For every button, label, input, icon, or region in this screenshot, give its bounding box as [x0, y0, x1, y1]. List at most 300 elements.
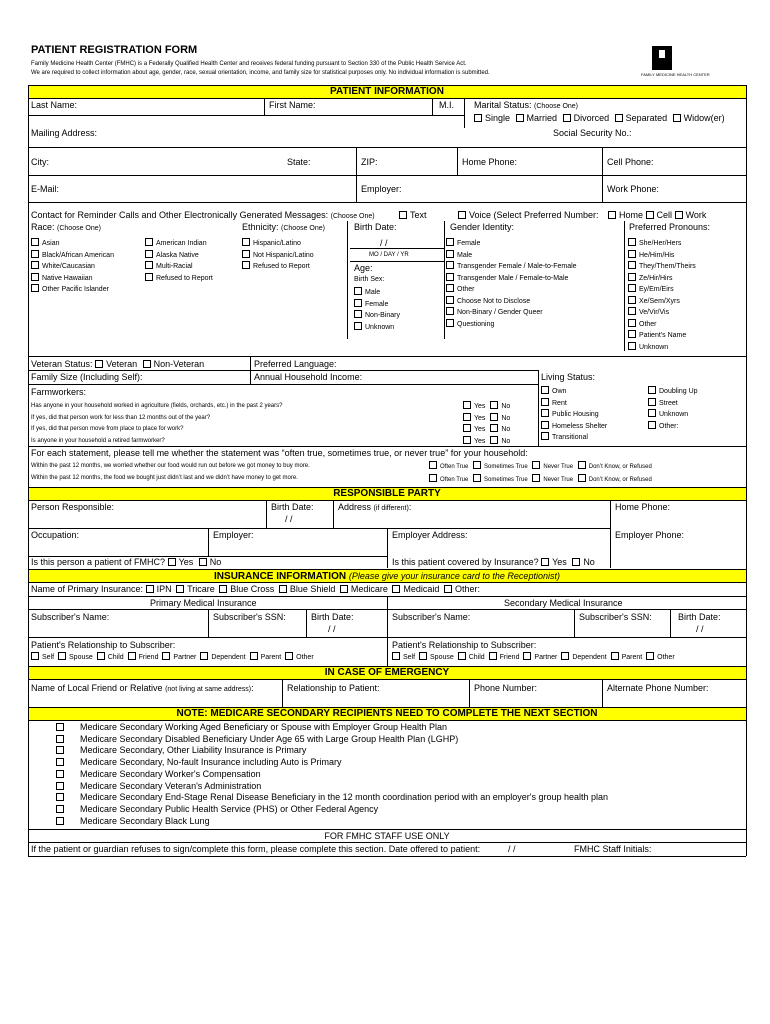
farm-question-1: Has anyone in your household worked in agriculture (fields, orchards, etc.) in the past 2 years?: [31, 403, 283, 409]
checkbox-icon: [490, 401, 498, 409]
p-rel-self[interactable]: Self: [31, 654, 54, 661]
ethnicity-not-hispanic[interactable]: Not Hispanic/Latino: [242, 250, 314, 262]
checkbox-icon: [446, 296, 454, 304]
checkbox-icon: [541, 558, 549, 566]
race-black[interactable]: Black/African American: [31, 250, 114, 262]
checkbox-icon: [56, 817, 64, 825]
race-refused[interactable]: Refused to Report: [145, 273, 213, 285]
checkbox-icon: [56, 735, 64, 743]
checkbox-icon: [56, 746, 64, 754]
checkbox-icon: [490, 413, 498, 421]
zip-label[interactable]: ZIP:: [361, 157, 378, 167]
gender-male[interactable]: Male: [446, 250, 577, 262]
birth-date-slashes: / /: [380, 238, 388, 248]
checkbox-icon: [628, 238, 636, 246]
medicare-item-1[interactable]: Medicare Secondary Working Aged Beneficiary or Spouse with Employer Group Health Plan: [56, 722, 608, 734]
employer-phone-label[interactable]: Employer Phone:: [615, 530, 685, 540]
farm-no-2[interactable]: No: [487, 415, 510, 422]
emergency-header: IN CASE OF EMERGENCY: [28, 666, 746, 680]
gender-other[interactable]: Other: [446, 284, 577, 296]
medicare-item-8[interactable]: Medicare Secondary Public Health Service (PHS) or Other Federal Agency: [56, 804, 608, 816]
emergency-phone-label[interactable]: Phone Number:: [474, 683, 538, 693]
primary-insurance-types: Name of Primary Insurance: IPN Tricare Blue Cross Blue Shield Medicare Medicaid Other:: [31, 584, 480, 594]
p-rel-parent[interactable]: Parent: [248, 654, 282, 661]
ins-medicare[interactable]: Medicare: [338, 584, 388, 594]
checkbox-icon: [56, 758, 64, 766]
checkbox-icon: [145, 250, 153, 258]
checkbox-icon: [242, 261, 250, 269]
checkbox-icon: [648, 398, 656, 406]
household-income-label[interactable]: Annual Household Income:: [254, 372, 363, 382]
food-1-often[interactable]: Often True: [429, 464, 468, 470]
marital-single[interactable]: Single: [474, 113, 510, 123]
intro-line-2: We are required to collect information about age, gender, race, sexual orientation, income, and family size for statistical purposes only. No individual information is submitted.: [31, 70, 490, 76]
mailing-address-label[interactable]: Mailing Address:: [31, 128, 98, 138]
food-questions: [31, 461, 310, 484]
s-rel-self[interactable]: Self: [392, 654, 415, 661]
checkbox-icon: [541, 432, 549, 440]
checkbox-icon: [354, 310, 362, 318]
farm-no-1[interactable]: No: [487, 403, 510, 410]
checkbox-icon: [611, 652, 619, 660]
s-rel-friend[interactable]: Friend: [487, 654, 520, 661]
checkbox-icon: [446, 273, 454, 281]
food-2-refused[interactable]: Don’t Know, or Refused: [575, 477, 652, 483]
checkbox-icon: [458, 211, 466, 219]
race-multi-racial[interactable]: Multi-Racial: [145, 261, 213, 273]
checkbox-icon: [143, 360, 151, 368]
race-asian[interactable]: Asian: [31, 238, 114, 250]
gender-label: Gender Identity:: [450, 222, 515, 232]
primary-subscriber-name[interactable]: Subscriber's Name:: [31, 612, 110, 622]
living-status-label: Living Status:: [541, 372, 596, 382]
food-2-often[interactable]: Often True: [429, 477, 468, 483]
checkbox-icon: [489, 652, 497, 660]
medicare-item-4[interactable]: Medicare Secondary, No-fault Insurance including Auto is Primary: [56, 757, 608, 769]
checkbox-icon: [56, 793, 64, 801]
cell-phone-label[interactable]: Cell Phone:: [607, 157, 654, 167]
checkbox-icon: [541, 409, 549, 417]
race-white[interactable]: White/Caucasian: [31, 261, 114, 273]
checkbox-icon: [628, 319, 636, 327]
p-rel-spouse[interactable]: Spouse: [56, 654, 93, 661]
secondary-subscriber-ssn[interactable]: Subscriber's SSN:: [579, 612, 652, 622]
checkbox-icon: [219, 585, 227, 593]
checkbox-icon: [615, 114, 623, 122]
checkbox-icon: [95, 360, 103, 368]
p-rel-child[interactable]: Child: [95, 654, 124, 661]
checkbox-icon: [392, 585, 400, 593]
insurance-header: INSURANCE INFORMATION (Please give your insurance card to the Receptionist): [28, 569, 746, 583]
rp-birth-date-label[interactable]: Birth Date:: [271, 502, 314, 512]
checkbox-icon: [463, 424, 471, 432]
sex-female[interactable]: Female: [354, 299, 400, 311]
s-rel-other[interactable]: Other: [644, 654, 675, 661]
pronoun-xe[interactable]: Xe/Sem/Xyrs: [628, 296, 696, 308]
food-answers: [429, 461, 652, 486]
living-public-housing[interactable]: Public Housing: [541, 409, 607, 421]
checkbox-icon: [446, 307, 454, 315]
contact-number-options: [608, 210, 706, 221]
gender-questioning[interactable]: Questioning: [446, 319, 577, 331]
ethnicity-hispanic[interactable]: Hispanic/Latino: [242, 238, 314, 250]
medicare-item-2[interactable]: Medicare Secondary Disabled Beneficiary Under Age 65 with Large Group Health Plan (LGHP): [56, 734, 608, 746]
ins-other[interactable]: Other:: [442, 584, 480, 594]
marital-separated[interactable]: Separated: [612, 113, 668, 123]
checkbox-icon: [242, 250, 250, 258]
checkbox-icon: [97, 652, 105, 660]
checkbox-icon: [446, 250, 454, 258]
ins-blue-shield[interactable]: Blue Shield: [277, 584, 336, 594]
living-own[interactable]: Own: [541, 386, 607, 398]
rp-home-phone-label[interactable]: Home Phone:: [615, 502, 671, 512]
ethnicity-refused[interactable]: Refused to Report: [242, 261, 314, 273]
living-other[interactable]: Other:: [648, 421, 698, 433]
pronoun-she[interactable]: She/Her/Hers: [628, 238, 696, 250]
pronouns-label: Preferred Pronouns:: [629, 222, 711, 232]
checkbox-icon: [561, 652, 569, 660]
p-rel-dependent[interactable]: Dependent: [198, 654, 245, 661]
checkbox-icon: [31, 261, 39, 269]
intro-line-1: Family Medicine Health Center (FMHC) is a Federally Qualified Health Center and receives federal funding pursuant to Section 330 of the Public Health Service Act.: [31, 61, 467, 67]
checkbox-icon: [473, 474, 481, 482]
food-1-never[interactable]: Never True: [529, 464, 573, 470]
p-rel-partner[interactable]: Partner: [160, 654, 196, 661]
checkbox-icon: [392, 652, 400, 660]
living-rent[interactable]: Rent: [541, 398, 607, 410]
checkbox-icon: [444, 585, 452, 593]
work-phone-label[interactable]: Work Phone:: [607, 184, 659, 194]
checkbox-icon: [532, 461, 540, 469]
checkbox-icon: [446, 284, 454, 292]
primary-subscriber-ssn[interactable]: Subscriber's SSN:: [213, 612, 286, 622]
checkbox-icon: [463, 436, 471, 444]
checkbox-icon: [563, 114, 571, 122]
occupation-label[interactable]: Occupation:: [31, 530, 80, 540]
date-format: MO / DAY / YR: [369, 252, 409, 258]
pronoun-options: [628, 238, 696, 353]
checkbox-icon: [463, 401, 471, 409]
checkbox-icon: [628, 342, 636, 350]
home-phone-label[interactable]: Home Phone:: [462, 157, 518, 167]
secondary-insurance-title: Secondary Medical Insurance: [504, 598, 623, 608]
fmhc-patient-question: Is this person a patient of FMHC? Yes No: [31, 557, 222, 567]
checkbox-icon: [176, 585, 184, 593]
veteran-status: Veteran Status: Veteran Non-Veteran: [31, 359, 205, 369]
ssn-label[interactable]: Social Security No.:: [553, 128, 632, 138]
pronoun-patient-name[interactable]: Patient's Name: [628, 330, 696, 342]
farm-questions: [31, 401, 282, 447]
gender-options: [446, 238, 577, 330]
rp-employer-label[interactable]: Employer:: [213, 530, 254, 540]
checkbox-icon: [675, 211, 683, 219]
preferred-language-label[interactable]: Preferred Language:: [254, 359, 337, 369]
ethnicity-options: [242, 238, 314, 273]
checkbox-icon: [463, 413, 471, 421]
p-rel-friend[interactable]: Friend: [126, 654, 159, 661]
checkbox-icon: [419, 652, 427, 660]
medicare-item-9[interactable]: Medicare Secondary Black Lung: [56, 816, 608, 828]
primary-insurance-title: Primary Medical Insurance: [150, 598, 257, 608]
contact-text-option[interactable]: Text: [399, 210, 427, 221]
medicare-item-7[interactable]: Medicare Secondary End-Stage Renal Disease Beneficiary in the 12 month coordination period with an employer's group health plan: [56, 792, 608, 804]
checkbox-icon: [673, 114, 681, 122]
food-2-sometimes[interactable]: Sometimes True: [470, 477, 528, 483]
sex-unknown[interactable]: Unknown: [354, 322, 400, 334]
checkbox-icon: [541, 398, 549, 406]
food-2-never[interactable]: Never True: [529, 477, 573, 483]
food-intro: For each statement, please tell me whether the statement was “often true, sometimes true, or never true” for your household:: [31, 448, 528, 458]
age-label[interactable]: Age:: [354, 263, 373, 273]
person-responsible-label[interactable]: Person Responsible:: [31, 502, 115, 512]
checkbox-icon: [516, 114, 524, 122]
secondary-birth-slashes: / /: [696, 624, 704, 634]
checkbox-icon: [628, 273, 636, 281]
marital-widow[interactable]: Widow(er): [670, 113, 725, 123]
checkbox-icon: [354, 322, 362, 330]
race-native-hawaiian[interactable]: Native Hawaiian: [31, 273, 114, 285]
farm-yes-2[interactable]: Yes: [463, 415, 485, 422]
checkbox-icon: [354, 299, 362, 307]
checkbox-icon: [628, 296, 636, 304]
checkbox-icon: [340, 585, 348, 593]
ethnicity-label: Ethnicity: (Choose One): [242, 222, 325, 232]
pronoun-unknown[interactable]: Unknown: [628, 342, 696, 354]
city-label[interactable]: City:: [31, 157, 49, 167]
insurance-no[interactable]: No: [569, 557, 595, 567]
secondary-birth-date[interactable]: Birth Date:: [678, 612, 721, 622]
checkbox-icon: [31, 284, 39, 292]
fmhc-logo: [652, 46, 672, 70]
checkbox-icon: [31, 250, 39, 258]
farm-yes-4[interactable]: Yes: [463, 438, 485, 445]
checkbox-icon: [31, 273, 39, 281]
insurance-question: Is this patient covered by Insurance? Yes No: [392, 557, 595, 567]
pronoun-they[interactable]: They/Them/Theirs: [628, 261, 696, 273]
checkbox-icon: [250, 652, 258, 660]
food-1-sometimes[interactable]: Sometimes True: [470, 464, 528, 470]
checkbox-icon: [474, 114, 482, 122]
p-rel-other[interactable]: Other: [283, 654, 314, 661]
pronoun-he[interactable]: He/Him/His: [628, 250, 696, 262]
checkbox-icon: [628, 261, 636, 269]
checkbox-icon: [648, 386, 656, 394]
farm-no-3[interactable]: No: [487, 426, 510, 433]
employer-address-label[interactable]: Employer Address:: [392, 530, 468, 540]
living-transitional[interactable]: Transitional: [541, 432, 607, 444]
ins-tricare[interactable]: Tricare: [174, 584, 215, 594]
staff-refusal-text: If the patient or guardian refuses to sign/complete this form, please complete this section. Date offered to patient:: [31, 844, 481, 854]
birth-sex-label: Birth Sex:: [354, 276, 385, 283]
fmhc-patient-yes[interactable]: Yes: [168, 557, 194, 567]
checkbox-icon: [628, 284, 636, 292]
email-label[interactable]: E-Mail:: [31, 184, 60, 194]
food-1-refused[interactable]: Don’t Know, or Refused: [575, 464, 652, 470]
emergency-alt-phone-label[interactable]: Alternate Phone Number:: [607, 683, 709, 693]
contact-cell[interactable]: Cell: [646, 210, 673, 220]
checkbox-icon: [354, 287, 362, 295]
employer-label[interactable]: Employer:: [361, 184, 402, 194]
living-street[interactable]: Street: [648, 398, 698, 410]
contact-preference: Contact for Reminder Calls and Other Electronically Generated Messages: (Choose One): [31, 210, 375, 220]
responsible-party-header: RESPONSIBLE PARTY: [28, 487, 746, 501]
medicare-item-5[interactable]: Medicare Secondary Worker's Compensation: [56, 769, 608, 781]
primary-birth-date[interactable]: Birth Date:: [311, 612, 354, 622]
race-american-indian[interactable]: American Indian: [145, 238, 213, 250]
checkbox-icon: [541, 421, 549, 429]
checkbox-icon: [58, 652, 66, 660]
farm-answers: [463, 401, 510, 447]
checkbox-icon: [429, 461, 437, 469]
checkbox-icon: [56, 723, 64, 731]
birth-date-label[interactable]: Birth Date:: [354, 222, 397, 232]
checkbox-icon: [446, 319, 454, 327]
birth-sex-options: [354, 287, 400, 333]
gender-trans-female[interactable]: Transgender Female / Male-to-Female: [446, 261, 577, 273]
pronoun-ze[interactable]: Ze/Hir/Hirs: [628, 273, 696, 285]
checkbox-icon: [608, 211, 616, 219]
farm-question-3: If yes, did that person move from place to place for work?: [31, 426, 184, 432]
farmworkers-label: Farmworkers:: [31, 387, 87, 397]
farm-yes-1[interactable]: Yes: [463, 403, 485, 410]
farm-question-4: Is anyone in your household a retired farmworker?: [31, 437, 165, 444]
staff-date-slashes[interactable]: / /: [508, 844, 516, 854]
marital-married[interactable]: Married: [513, 113, 558, 123]
checkbox-icon: [31, 652, 39, 660]
checkbox-icon: [446, 261, 454, 269]
checkbox-icon: [145, 273, 153, 281]
gender-non-binary[interactable]: Non-Binary / Gender Queer: [446, 307, 577, 319]
living-col-2: [648, 386, 698, 432]
race-alaska-native[interactable]: Alaska Native: [145, 250, 213, 262]
staff-header: FOR FMHC STAFF USE ONLY: [324, 831, 450, 841]
checkbox-icon: [285, 652, 293, 660]
ins-ipn[interactable]: IPN: [146, 584, 172, 594]
checkbox-icon: [399, 211, 407, 219]
first-name-label[interactable]: First Name:: [269, 100, 316, 110]
checkbox-icon: [56, 770, 64, 778]
gender-trans-male[interactable]: Transgender Male / Female-to-Male: [446, 273, 577, 285]
farm-yes-3[interactable]: Yes: [463, 426, 485, 433]
s-rel-spouse[interactable]: Spouse: [417, 654, 454, 661]
checkbox-icon: [145, 238, 153, 246]
race-col-1: [31, 238, 114, 296]
living-doubling-up[interactable]: Doubling Up: [648, 386, 698, 398]
race-pacific-islander[interactable]: Other Pacific Islander: [31, 284, 114, 296]
primary-relationship-label: Patient's Relationship to Subscriber:: [31, 640, 176, 650]
checkbox-icon: [523, 652, 531, 660]
secondary-relationship-options: [392, 652, 675, 662]
checkbox-icon: [458, 652, 466, 660]
contact-home[interactable]: Home: [608, 210, 643, 220]
s-rel-dependent[interactable]: Dependent: [559, 654, 606, 661]
checkbox-icon: [200, 652, 208, 660]
checkbox-icon: [128, 652, 136, 660]
checkbox-icon: [532, 474, 540, 482]
mi-label[interactable]: M.I.: [439, 100, 454, 110]
staff-initials-label[interactable]: FMHC Staff Initials:: [574, 844, 652, 854]
medicare-list: [56, 722, 608, 827]
checkbox-icon: [572, 558, 580, 566]
checkbox-icon: [145, 261, 153, 269]
living-col-1: [541, 386, 607, 444]
rp-address-label[interactable]: Address (if different):: [338, 502, 412, 512]
living-unknown[interactable]: Unknown: [648, 409, 698, 421]
checkbox-icon: [56, 805, 64, 813]
last-name-label[interactable]: Last Name:: [31, 100, 78, 110]
pronoun-ey[interactable]: Ey/Em/Eirs: [628, 284, 696, 296]
race-col-2: [145, 238, 213, 284]
primary-relationship-options: [31, 652, 314, 662]
insurance-yes[interactable]: Yes: [541, 557, 567, 567]
rp-birth-date-slashes: / /: [285, 514, 293, 524]
emergency-name-label[interactable]: Name of Local Friend or Relative (not living at same address):: [31, 683, 254, 693]
checkbox-icon: [146, 585, 154, 593]
checkbox-icon: [648, 409, 656, 417]
marital-options: [474, 113, 725, 124]
sex-non-binary[interactable]: Non-Binary: [354, 310, 400, 322]
s-rel-child[interactable]: Child: [456, 654, 485, 661]
pronoun-other[interactable]: Other: [628, 319, 696, 331]
gender-not-disclose[interactable]: Choose Not to Disclose: [446, 296, 577, 308]
checkbox-icon: [490, 436, 498, 444]
gender-female[interactable]: Female: [446, 238, 577, 250]
veteran-option[interactable]: Veteran: [95, 359, 137, 369]
marital-label: Marital Status: (Choose One): [474, 100, 579, 110]
checkbox-icon: [628, 307, 636, 315]
fmhc-patient-no[interactable]: No: [196, 557, 222, 567]
checkbox-icon: [541, 386, 549, 394]
farm-no-4[interactable]: No: [487, 438, 510, 445]
medicare-item-3[interactable]: Medicare Secondary, Other Liability Insurance is Primary: [56, 745, 608, 757]
food-question-2: Within the past 12 months, the food we bought just didn’t last and we didn’t have money to get more.: [31, 474, 298, 481]
checkbox-icon: [199, 558, 207, 566]
primary-birth-slashes: / /: [328, 624, 336, 634]
marital-divorced[interactable]: Divorced: [560, 113, 610, 123]
patient-info-header: PATIENT INFORMATION: [28, 85, 746, 99]
checkbox-icon: [628, 250, 636, 258]
contact-work[interactable]: Work: [675, 210, 707, 220]
checkbox-icon: [578, 461, 586, 469]
non-veteran-option[interactable]: Non-Veteran: [140, 359, 205, 369]
pronoun-ve[interactable]: Ve/Vir/Vis: [628, 307, 696, 319]
checkbox-icon: [242, 238, 250, 246]
medicare-item-6[interactable]: Medicare Secondary Veteran's Administration: [56, 781, 608, 793]
logo-text: FAMILY MEDICINE HEALTH CENTER: [641, 72, 710, 77]
checkbox-icon: [473, 461, 481, 469]
family-size-label[interactable]: Family Size (Including Self):: [31, 372, 143, 382]
ins-blue-cross[interactable]: Blue Cross: [217, 584, 274, 594]
checkbox-icon: [628, 330, 636, 338]
checkbox-icon: [646, 211, 654, 219]
s-rel-partner[interactable]: Partner: [521, 654, 557, 661]
state-label[interactable]: State:: [287, 157, 311, 167]
contact-voice-option[interactable]: Voice (Select Preferred Number:: [458, 210, 599, 221]
emergency-relationship-label[interactable]: Relationship to Patient:: [287, 683, 380, 693]
checkbox-icon: [168, 558, 176, 566]
checkbox-icon: [56, 782, 64, 790]
s-rel-parent[interactable]: Parent: [609, 654, 643, 661]
checkbox-icon: [446, 238, 454, 246]
ins-medicaid[interactable]: Medicaid: [390, 584, 439, 594]
sex-male[interactable]: Male: [354, 287, 400, 299]
form-title: PATIENT REGISTRATION FORM: [31, 44, 198, 56]
living-homeless-shelter[interactable]: Homeless Shelter: [541, 421, 607, 433]
secondary-subscriber-name[interactable]: Subscriber's Name:: [392, 612, 471, 622]
checkbox-icon: [490, 424, 498, 432]
checkbox-icon: [429, 474, 437, 482]
checkbox-icon: [578, 474, 586, 482]
